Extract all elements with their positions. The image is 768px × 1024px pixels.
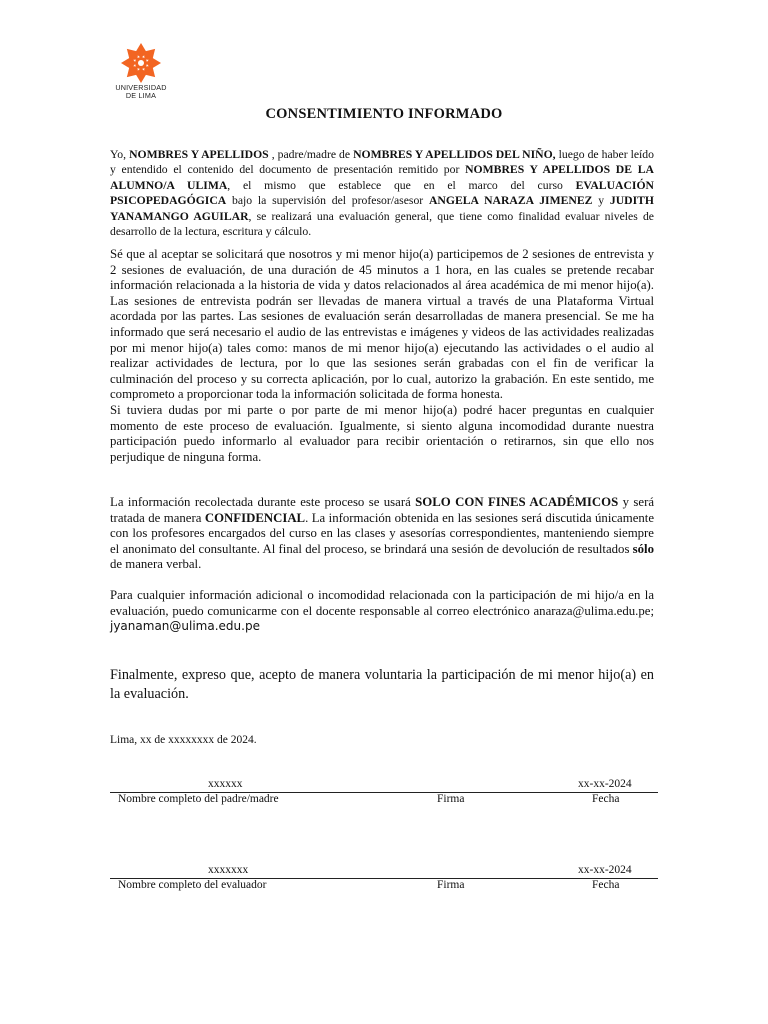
only-emphasis: sólo	[632, 541, 654, 556]
email-link-2[interactable]: jyanaman@ulima.edu.pe	[110, 619, 260, 634]
consent-paragraph-1	[110, 147, 654, 239]
text: , padre/madre de	[268, 148, 354, 161]
student-name-placeholder: NOMBRES Y APELLIDOS DE LA ALUMNO/A ULIMA	[110, 163, 654, 192]
logo-text-line2: DE LIMA	[125, 91, 157, 100]
course-name: EVALUACIÓN PSICOPEDAGÓGICA	[110, 178, 654, 208]
text: ;	[650, 603, 654, 618]
email-link-1[interactable]: anaraza@ulima.edu.pe	[533, 603, 651, 618]
advisor-name-1: ANGELA NARAZA JIMENEZ	[428, 194, 593, 208]
parent-name-label: Nombre completo del padre/madre	[118, 793, 279, 805]
text: Yo,	[110, 148, 130, 161]
document-title: CONSENTIMIENTO INFORMADO	[265, 106, 503, 122]
contact-paragraph	[110, 588, 654, 635]
text: Para cualquier información adicional o incomodidad relacionada con la participación de mi hijo/a en la evaluación, puedo comunicarme con el docente responsable al correo electrónico	[110, 588, 654, 618]
place-date-line: Lima, xx de xxxxxxxx de 2024.	[110, 734, 257, 746]
consent-paragraph-2	[110, 247, 654, 465]
date-label: Fecha	[592, 879, 620, 891]
logo-text-line1: UNIVERSIDAD	[115, 83, 167, 92]
child-name-placeholder: NOMBRES Y APELLIDOS DEL NIÑO,	[353, 148, 556, 161]
signature-label: Firma	[437, 879, 465, 891]
text: La información recolectada durante este proceso se usará	[110, 495, 416, 509]
advisor-name-2: JUDITH YANAMANGO AGUILAR	[110, 194, 655, 223]
university-logo	[108, 42, 178, 100]
text: , se realizará una evaluación general, que tiene como finalidad evaluar niveles de desarrollo de la lectura, escritura y cálculo.	[110, 209, 654, 239]
star-emblem-icon	[118, 42, 164, 84]
text: y	[592, 194, 610, 208]
text: y será tratada de manera	[110, 495, 655, 525]
text: . La información obtenida en las sesiones será discutida únicamente con los profesores encargados del curso en las clases y asesorías correspondientes, manteniendo siempre el anonimato del consultante. Al final del proceso, se brindará una sesión de devolución de resultados	[110, 510, 655, 556]
sessions-description: Sé que al aceptar se solicitará que nosotros y mi menor hijo(a) participemos de 2 sesiones de entrevista y 2 sesiones de evaluación, de una duración de 45 minutos a 1 hora, en las cuales se pretende recabar información relacionada a la historia de vida y datos relacionados al área académica de mi menor hijo(a). Las sesiones de entrevista podrán ser llevadas de manera virtual a través de una Plataforma Virtual acordada por las partes. Las sesiones de evaluación serán desarrolladas de manera presencial. Se me ha informado que será necesario el audio de las entrevistas e imágenes y videos de las actividades realizadas por mi menor hijo(a) tales como: manos de mi menor hijo(a) ejecutando las actividades o el audio al realizar actividades de lectura, por lo que las sesiones serán grabadas con el fin de verificar la culminación del proceso y su correcta aplicación, por lo cual, autorizo la grabación. En este sentido, me comprometo a proporcionar toda la información solicitada de forma honesta.	[110, 247, 654, 402]
evaluator-name-value: xxxxxxx	[208, 864, 249, 876]
date-label: Fecha	[592, 793, 620, 805]
voluntary-statement: Finalmente, expreso que, acepto de manera voluntaria la participación de mi menor hijo(a) en la evaluación.	[110, 667, 654, 702]
text: bajo la supervisión del profesor/asesor	[226, 194, 429, 208]
parent-name-placeholder: NOMBRES Y APELLIDOS	[129, 148, 269, 161]
text: de manera verbal.	[110, 557, 202, 572]
confidential-emphasis: CONFIDENCIAL	[204, 510, 306, 525]
evaluator-date-value: xx-xx-2024	[578, 864, 632, 876]
parent-name-value: xxxxxx	[208, 778, 243, 790]
parent-date-value: xx-xx-2024	[578, 778, 632, 790]
text: luego de haber leído y entendido el contenido del documento de presentación remitido por	[110, 148, 654, 177]
text: , el mismo que establece que en el marco del curso	[227, 178, 576, 192]
confidentiality-paragraph	[110, 495, 654, 573]
questions-description: Si tuviera dudas por mi parte o por parte de mi menor hijo(a) podré hacer preguntas en cualquier momento de este proceso de evaluación. Igualmente, si siento alguna incomodidad durante nuestra participación puedo informarlo al evaluador para recibir orientación o retirarnos, sin que ello nos perjudique de ninguna forma.	[110, 402, 654, 464]
academic-purpose-emphasis: SOLO CON FINES ACADÉMICOS	[415, 495, 619, 509]
evaluator-name-label: Nombre completo del evaluador	[118, 879, 267, 891]
signature-label: Firma	[437, 793, 465, 805]
